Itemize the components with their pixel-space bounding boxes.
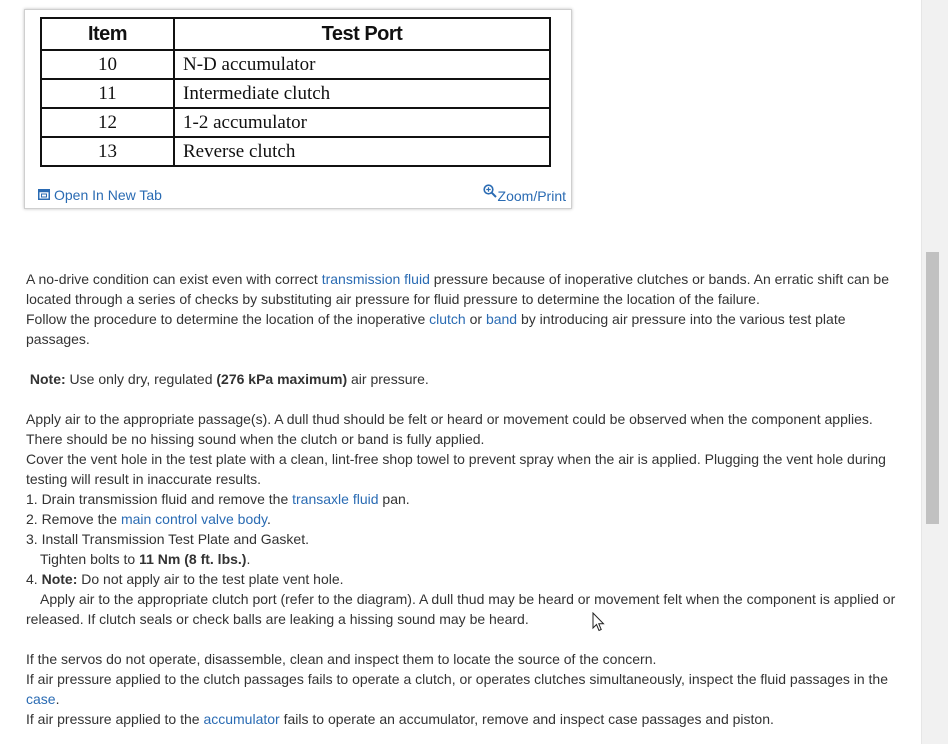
item-cell: 11 bbox=[41, 79, 174, 108]
column-header-test-port: Test Port bbox=[174, 18, 550, 50]
accumulator-paragraph: If air pressure applied to the accumulator fails to operate an accumulator, remove and inspect case passages and piston. bbox=[26, 711, 774, 727]
note-label: Note: bbox=[29, 371, 66, 387]
intro-paragraph: A no-drive condition can exist even with correct transmission fluid pressure because of inoperative clutches or bands. An erratic shift can be located through a series of checks by substituting air pressure for fluid pressure to determine the location of the failure. bbox=[26, 271, 890, 307]
mouse-cursor-icon bbox=[592, 612, 606, 637]
transmission-fluid-link[interactable]: transmission fluid bbox=[321, 271, 430, 287]
test-port-table bbox=[40, 17, 551, 167]
servos-paragraph: If the servos do not operate, disassemble, clean and inspect them to locate the source of the concern. bbox=[26, 651, 657, 667]
step-3-torque: Tighten bolts to 11 Nm (8 ft. lbs.). bbox=[40, 551, 251, 567]
item-cell: 10 bbox=[41, 50, 174, 79]
table-header-row bbox=[41, 18, 550, 50]
clutch-passages-paragraph: If air pressure applied to the clutch passages fails to operate a clutch, or operates clutches simultaneously, inspect the fluid passages in the case. bbox=[26, 671, 889, 707]
test-port-cell: Reverse clutch bbox=[174, 137, 550, 166]
main-control-valve-body-link[interactable]: main control valve body bbox=[120, 511, 267, 527]
table-row bbox=[41, 50, 550, 79]
transaxle-fluid-link[interactable]: transaxle fluid bbox=[292, 491, 379, 507]
zoom-print-link[interactable] bbox=[483, 187, 566, 204]
torque-value: 11 Nm (8 ft. lbs.) bbox=[139, 551, 247, 567]
open-in-new-tab-link[interactable] bbox=[38, 187, 162, 203]
table-row bbox=[41, 79, 550, 108]
vent-hole-paragraph: Cover the vent hole in the test plate with a clean, lint-free shop towel to prevent spray when the air is applied. Plugging the vent hole during testing will result in inaccurate results. bbox=[26, 451, 886, 487]
step-4-detail: Apply air to the appropriate clutch port (refer to the diagram). A dull thud may be heard or movement felt when the component is applied or released. If clutch seals or check balls are leaking a hissing sound may be heard. bbox=[26, 591, 896, 627]
step-1: 1. Drain transmission fluid and remove the transaxle fluid pan. bbox=[26, 491, 410, 507]
zoom-print-label: Zoom/Print bbox=[497, 187, 566, 204]
procedure-text bbox=[26, 269, 904, 729]
open-new-tab-icon bbox=[38, 187, 50, 203]
test-port-cell: 1-2 accumulator bbox=[174, 108, 550, 137]
table-row bbox=[41, 108, 550, 137]
column-header-item: Item bbox=[41, 18, 174, 50]
pressure-limit: (276 kPa maximum) bbox=[216, 371, 348, 387]
apply-air-paragraph: Apply air to the appropriate passage(s). A dull thud should be felt or heard or movement could be observed when the component applies. There should be no hissing sound when the clutch or band is fully applied. bbox=[26, 411, 873, 447]
accumulator-link[interactable]: accumulator bbox=[203, 711, 280, 727]
scrollbar-thumb[interactable] bbox=[926, 252, 939, 524]
note-label: Note: bbox=[41, 571, 78, 587]
procedure-paragraph: Follow the procedure to determine the location of the inoperative clutch or band by introducing air pressure into the various test plate passages. bbox=[26, 311, 846, 347]
test-port-cell: N-D accumulator bbox=[174, 50, 550, 79]
band-link[interactable]: band bbox=[485, 311, 518, 327]
step-4: 4. Note: Do not apply air to the test plate vent hole. bbox=[26, 571, 344, 587]
step-3: 3. Install Transmission Test Plate and Gasket. bbox=[26, 531, 309, 547]
step-2: 2. Remove the main control valve body. bbox=[26, 511, 271, 527]
case-link[interactable]: case bbox=[26, 691, 56, 707]
test-port-figure bbox=[24, 9, 572, 209]
test-port-cell: Intermediate clutch bbox=[174, 79, 550, 108]
pressure-note: Note: Use only dry, regulated (276 kPa maximum) air pressure. bbox=[29, 371, 429, 387]
item-cell: 12 bbox=[41, 108, 174, 137]
item-cell: 13 bbox=[41, 137, 174, 166]
vertical-scrollbar[interactable] bbox=[921, 0, 948, 744]
magnifier-icon bbox=[483, 184, 497, 201]
clutch-link[interactable]: clutch bbox=[429, 311, 466, 327]
table-row bbox=[41, 137, 550, 166]
open-in-new-tab-label: Open In New Tab bbox=[54, 187, 162, 203]
